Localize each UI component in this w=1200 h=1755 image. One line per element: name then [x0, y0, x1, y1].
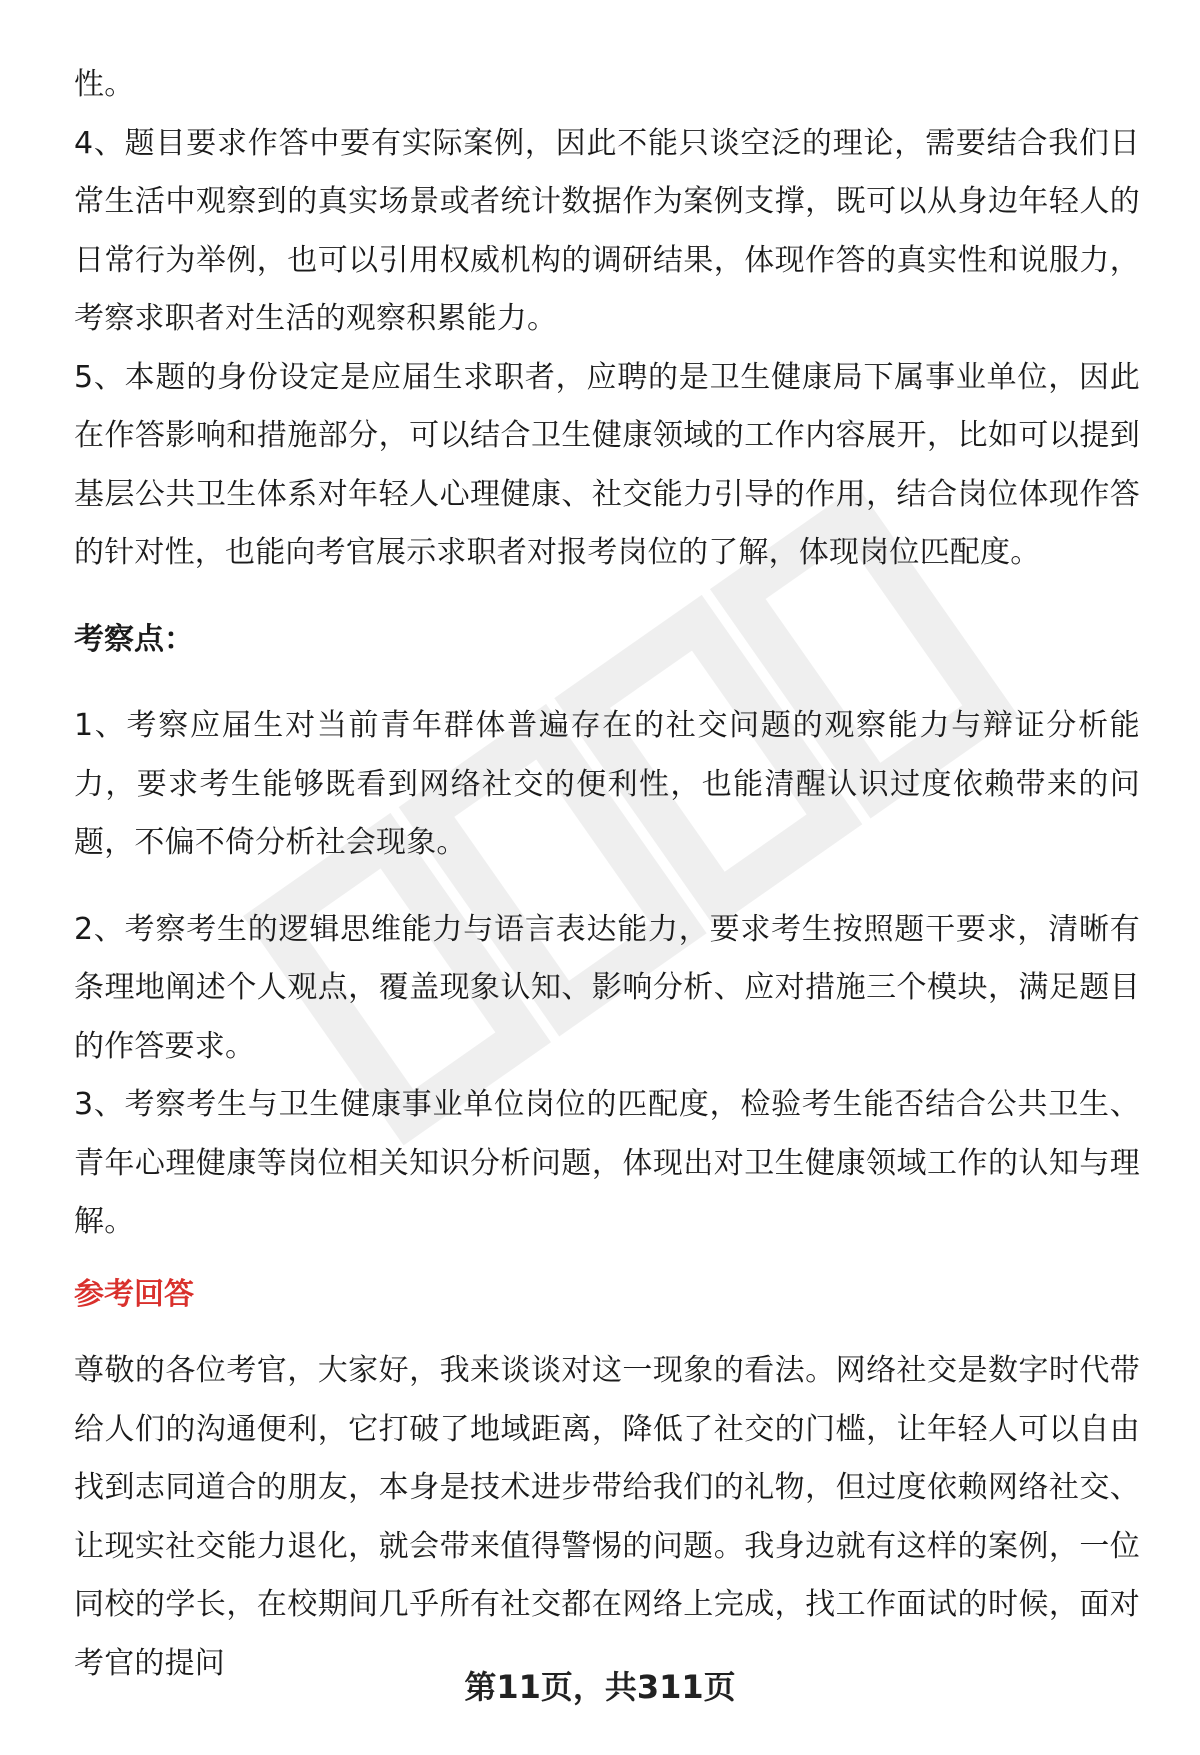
reference-answer-text: 尊敬的各位考官，大家好，我来谈谈对这一现象的看法。网络社交是数字时代带给人们的沟通便利，它打破了地域距离，降低了社交的门槛，让年轻人可以自由找到志同道合的朋友，本身是技术进步带给我们的礼物，但过度依赖网络社交、让现实社交能力退化，就会带来值得警惕的问题。我身边就有这样的案例，一位同校的学长，在校期间几乎所有社交都在网络上完成，找工作面试的时候，面对考官的提问 [74, 1353, 1140, 1681]
paragraph-point-5: 5、本题的身份设定是应届生求职者，应聘的是卫生健康局下属事业单位，因此在作答影响和措施部分，可以结合卫生健康领域的工作内容展开，比如可以提到基层公共卫生体系对年轻人心理健康、社交能力引导的作用，结合岗位体现作答的针对性，也能向考官展示求职者对报考岗位的了解，体现岗位匹配度。 [74, 359, 1140, 570]
exam-point-3: 3、考察考生与卫生健康事业单位岗位的匹配度，检验考生能否结合公共卫生、青年心理健康等岗位相关知识分析问题，体现出对卫生健康领域工作的认知与理解。 [74, 1087, 1140, 1239]
exam-points-heading: 考察点： [74, 621, 194, 657]
paragraph-point-4: 4、题目要求作答中要有实际案例，因此不能只谈空泛的理论，需要结合我们日常生活中观察到的真实场景或者统计数据作为案例支撑，既可以从身边年轻人的日常行为举例，也可以引用权威机构的调研结果，体现作答的真实性和说服力，考察求职者对生活的观察积累能力。 [74, 125, 1140, 336]
paragraph-continuation: 性。 [74, 67, 135, 102]
exam-point-2: 2、考察考生的逻辑思维能力与语言表达能力，要求考生按照题干要求，清晰有条理地阐述个人观点，覆盖现象认知、影响分析、应对措施三个模块，满足题目的作答要求。 [74, 911, 1140, 1064]
reference-answer-heading: 参考回答 [74, 1276, 194, 1312]
exam-point-1: 1、考察应届生对当前青年群体普遍存在的社交问题的观察能力与辩证分析能力，要求考生能够既看到网络社交的便利性，也能清醒认识过度依赖带来的问题，不偏不倚分析社会现象。 [74, 708, 1140, 860]
page-number-footer: 第11页，共311页 [464, 1668, 736, 1706]
document-body [74, 56, 1140, 1693]
